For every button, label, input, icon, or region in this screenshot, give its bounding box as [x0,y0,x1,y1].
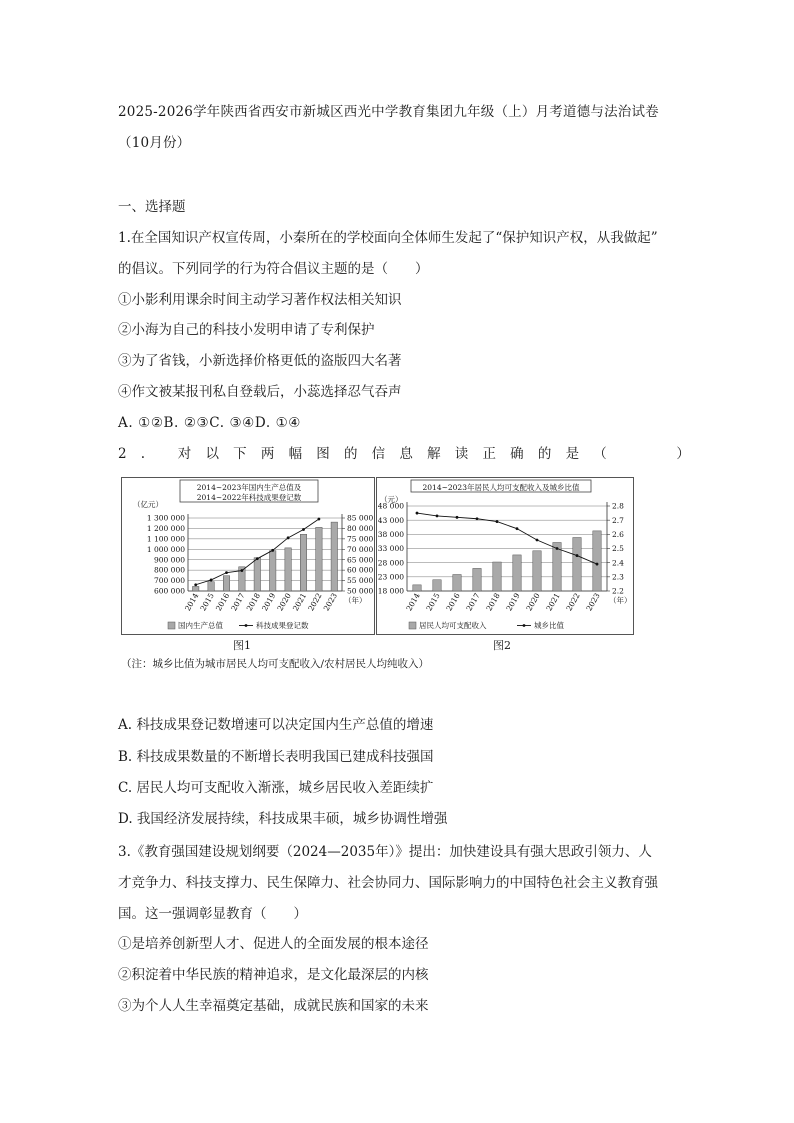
bar [413,585,421,591]
q3-item-2: ②积淀着中华民族的精神追求，是文化最深层的内核 [118,967,429,983]
bar [269,551,275,591]
line-point [318,518,321,521]
line-point [225,571,228,574]
line-point [287,536,290,539]
y-axis-unit: （亿元） [133,500,163,509]
line-point [210,579,213,582]
q2-choice-c: C. 居民人均可支配收入渐涨，城乡居民收入差距续扩 [118,780,434,796]
legend-bar-swatch [409,622,416,629]
line-point [576,554,579,557]
section-heading: 一、选择题 [118,199,186,215]
figure-1-chart [122,478,374,634]
x-tick-label: 2014 [183,591,201,613]
bar [223,576,229,591]
bar [593,531,601,591]
y-right-tick-label: 2.7 [612,515,624,525]
q1-stem-line1: 1.在全国知识产权宣传周，小秦所在的学校面向全体师生发起了“保护知识产权，从我做起” [118,230,658,246]
bar [285,548,291,591]
x-tick-label: 2017 [464,591,482,613]
bar [513,555,521,591]
y-right-tick-label: 80 000 [347,524,374,534]
x-tick-label: 2016 [444,591,462,613]
q3-item-3: ③为个人人生幸福奠定基础，成就民族和国家的未来 [118,998,429,1014]
x-tick-label: 2021 [290,591,309,613]
line-point [496,520,499,523]
y-left-tick-label: 700 000 [153,576,185,586]
q2-choice-a: A. 科技成果登记数增速可以决定国内生产总值的增速 [118,717,434,733]
figure-2-frame [376,477,634,635]
y-right-tick-label: 60 000 [347,565,374,575]
figure-note: （注：城乡比值为城市居民人均可支配收入/农村居民人均纯收入） [121,658,430,670]
x-tick-label: 2018 [244,591,263,613]
q2-stem: 2. 对以下两幅图的信息解读正确的是（ ） [118,446,705,462]
y-left-tick-label: 1 200 000 [146,524,185,534]
y-left-tick-label: 23 000 [377,572,404,582]
x-tick-label: 2017 [229,591,247,613]
y-left-tick-label: 600 000 [153,586,185,596]
line-point [556,547,559,550]
bar [453,575,461,591]
chart-title: 2014~2023年国内生产总值及 [196,483,302,492]
x-tick-label: 2016 [213,591,232,613]
line-point [194,583,197,586]
y-left-tick-label: 28 000 [377,558,404,568]
x-tick-label: 2015 [424,591,442,613]
q2-choice-d: D. 我国经济发展持续，科技成果丰硕，城乡协调性增强 [118,811,448,827]
exam-title-line1: 2025-2026学年陕西省西安市新城区西光中学教育集团九年级（上）月考道德与法治试卷 [118,104,659,120]
q3-stem-line1: 3.《教育强国建设规划纲要（2024—2035年）》提出：加快建设具有强大思政引领力、人 [118,844,652,860]
line-point [241,569,244,572]
line-point [436,515,439,518]
q3-item-1: ①是培养创新型人才、促进人的全面发展的根本途径 [118,936,429,952]
series-line [417,513,597,564]
q1-item-2: ②小海为自己的科技小发明申请了专利保护 [118,322,375,338]
legend-line-marker [523,624,526,627]
x-tick-label: 2014 [404,591,422,613]
bar [573,537,581,591]
line-point [416,512,419,515]
y-left-tick-label: 1 000 000 [146,544,185,554]
legend-bar-label: 国内生产总值 [178,621,223,630]
line-point [456,516,459,519]
x-tick-label: 2019 [504,591,522,613]
x-tick-label: 2023 [584,591,602,613]
y-right-tick-label: 75 000 [347,534,374,544]
y-right-tick-label: 55 000 [347,576,374,586]
bar [192,586,198,591]
bar [316,527,322,591]
line-point [302,528,305,531]
y-right-tick-label: 70 000 [347,544,374,554]
x-tick-label: 2015 [198,591,216,613]
x-tick-label: 2022 [306,591,324,613]
line-point [536,539,539,542]
y-right-tick-label: 2.5 [612,544,624,554]
q1-item-1: ①小影利用课余时间主动学习著作权法相关知识 [118,292,402,308]
line-point [256,557,259,560]
legend-line-marker [245,624,248,627]
bar [331,522,337,591]
line-point [596,563,599,566]
y-right-tick-label: 2.6 [612,529,624,539]
q3-stem-line2: 才竞争力、科技支撑力、民生保障力、社会协同力、国际影响力的中国特色社会主义教育强 [118,875,658,891]
bar [473,568,481,591]
x-tick-label: 2021 [544,591,562,613]
bar [433,580,441,591]
bar [493,562,501,591]
chart-title: 2014~2023年居民人均可支配收入及城乡比值 [422,483,580,492]
y-left-tick-label: 900 000 [153,555,185,565]
y-left-tick-label: 43 000 [377,515,404,525]
bar [254,558,260,591]
bar [208,582,214,591]
x-tick-label: 2020 [524,591,542,613]
figure-1-label: 图1 [233,639,251,652]
q1-item-4: ④作文被某报刊私自登载后，小蕊选择忍气吞声 [118,384,402,400]
y-right-tick-label: 50 000 [347,586,374,596]
y-right-tick-label: 2.2 [612,586,624,596]
y-right-tick-label: 85 000 [347,513,374,523]
y-left-tick-label: 48 000 [377,501,404,511]
x-tick-label: 2023 [321,591,340,613]
figure-2-chart [377,478,633,634]
y-right-tick-label: 65 000 [347,555,374,565]
y-axis-unit: （元） [380,495,403,504]
bar [300,534,306,591]
figure-2-label: 图2 [493,639,511,652]
y-left-tick-label: 38 000 [377,529,404,539]
y-left-tick-label: 33 000 [377,544,404,554]
q3-stem-line3: 国。这一强调彰显教育（ ） [118,906,307,922]
q1-stem-line2: 的倡议。下列同学的行为符合倡议主题的是（ ） [118,261,429,277]
legend-line-label: 科技成果登记数 [256,621,309,630]
line-point [476,517,479,520]
y-left-tick-label: 18 000 [377,586,404,596]
y-right-tick-label: 2.3 [612,572,624,582]
y-left-tick-label: 1 300 000 [146,513,185,523]
y-left-tick-label: 800 000 [153,565,185,575]
q1-options: A. ①②B. ②③C. ③④D. ①④ [118,415,302,431]
figure-1-frame [121,477,375,635]
y-right-tick-label: 2.8 [612,501,624,511]
legend-bar-label: 居民人均可支配收入 [419,621,487,630]
legend-bar-swatch [168,622,175,629]
x-axis-unit: （年） [609,596,632,605]
line-point [271,549,274,552]
line-point [516,527,519,530]
x-tick-label: 2022 [564,591,582,613]
exam-title-line2: （10月份） [118,135,191,151]
x-axis-unit: （年） [344,596,367,605]
chart-title: 2014~2022年科技成果登记数 [196,493,302,502]
q2-choice-b: B. 科技成果数量的不断增长表明我国已建成科技强国 [118,749,434,765]
y-right-tick-label: 2.4 [612,558,624,568]
q1-item-3: ③为了省钱，小新选择价格更低的盗版四大名著 [118,353,402,369]
x-tick-label: 2018 [484,591,502,613]
y-left-tick-label: 1 100 000 [146,534,185,544]
bar [533,551,541,591]
x-tick-label: 2019 [260,591,278,613]
x-tick-label: 2020 [275,591,293,613]
legend-line-label: 城乡比值 [534,621,564,630]
